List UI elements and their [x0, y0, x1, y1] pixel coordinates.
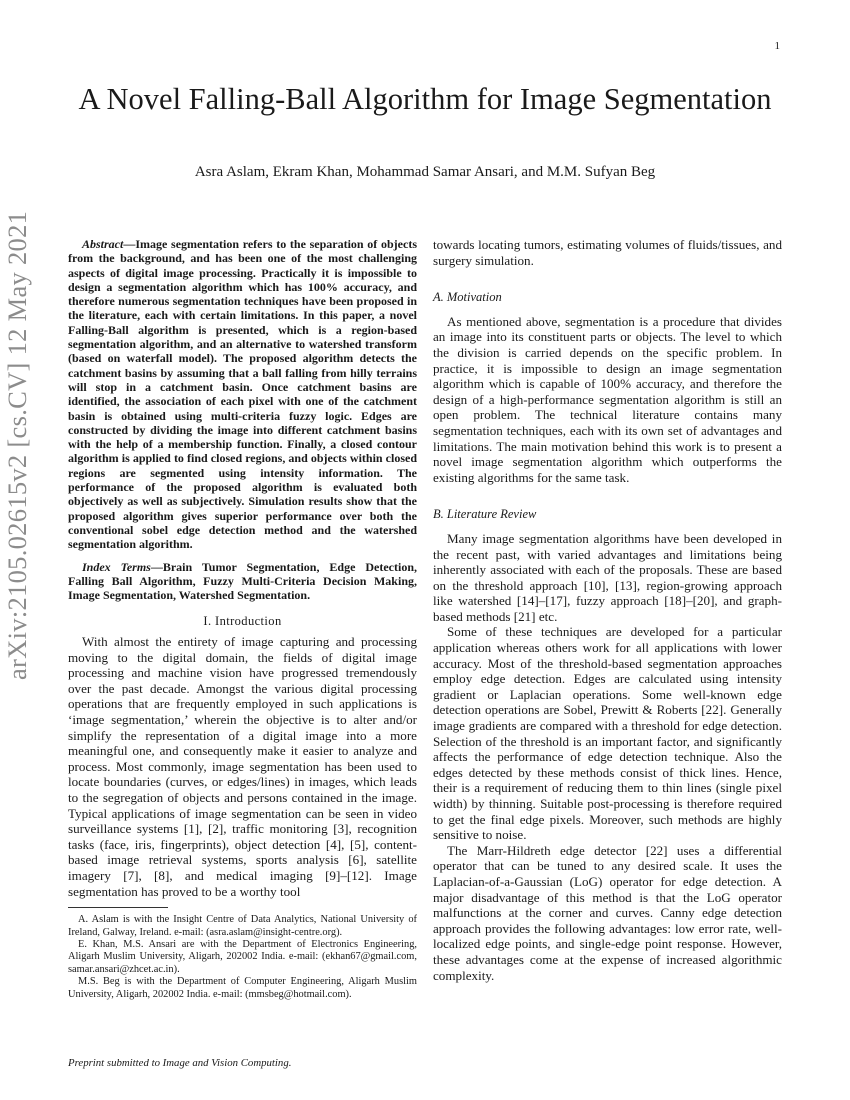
footnote-affiliation: M.S. Beg is with the Department of Computer Engineering, Aligarh Muslim University, Aligarh, 202002 India. e-mail: (mmsbeg@hotmail.com). [68, 976, 417, 1000]
abstract [68, 237, 417, 552]
literature-review-paragraph: The Marr-Hildreth edge detector [22] uses a differential operator that can be tuned to any desired scale. It uses the Laplacian-of-a-Gaussian (LoG) operator for edge detection. A major disadvantage of this method is that the LoG operator malfunctions at the corner and curves. Canny edge detection approach provides the following advantages: low error rate, well-localized edge points, and single-edge point response. However, these advantages come at the expense of increased algorithmic complexity. [433, 842, 782, 983]
paper-title: A Novel Falling-Ball Algorithm for Image Segmentation [78, 82, 772, 116]
left-column [68, 237, 417, 1001]
right-column [433, 237, 782, 983]
footnote-divider [68, 907, 168, 908]
footnote-affiliation: A. Aslam is with the Insight Centre of Data Analytics, National University of Ireland, Galway, Ireland. e-mail: (asra.aslam@insight-centre.org). [68, 914, 417, 938]
literature-review-paragraph: Some of these techniques are developed for a particular application whereas others work for all applications with lower accuracy. Most of the threshold-based segmentation approaches employ edge detection. Edges are calculated using intensity gradient or Laplacian operations. Some well-known edge detection operations are Sobel, Prewitt & Roberts [22]. Generally image gradients are compared with a threshold for edge detection. Selection of the threshold is an important factor, and significantly affects the performance of edge detection technique. Also the edges detected by these methods consist of thick lines. Hence, their is a requirement of reducing them to thin lines (single pixel width) by thinning. Suitable post-processing is therefore required to get the final edge pixels. Moreover, such methods are highly sensitive to noise. [433, 624, 782, 843]
introduction-heading: I. Introduction [203, 614, 282, 629]
footnote-affiliation: E. Khan, M.S. Ansari are with the Department of Electronics Engineering, Aligarh Muslim University, Aligarh, 202002 India. e-mail: (ekhan67@gmail.com, samar.ansari@zhcet.ac.in). [68, 938, 417, 975]
index-terms [68, 560, 417, 603]
author-list: Asra Aslam, Ekram Khan, Mohammad Samar Ansari, and M.M. Sufyan Beg [194, 164, 656, 180]
introduction-paragraph: With almost the entirety of image capturing and processing moving to the digital domain, the fields of digital image processing and machine vision have progressed tremendously over the past decade. Amongst the various digital processing operations that are frequently employed in such applications is ‘image segmentation,’ wherein the objective is to alter and/or simplify the representation of a digital image into a more meaningful one, and consequently make it easier to analyze and process. Most commonly, image segmentation has been used to locate boundaries (curves, or edges/lines) in images, which leads to the segregation of objects and persons contained in the image. Typical applications of image segmentation can be seen in video surveillance systems [1], [2], traffic monitoring [3], recognition tasks (face, iris, fingerprints), object detection [4], [5], content-based image retrieval systems, sports analysis [6], satellite imagery [7], [8], and medical imaging [9]–[12]. Image segmentation has proved to be a worthy tool [68, 634, 417, 899]
motivation-paragraph: As mentioned above, segmentation is a procedure that divides an image into its constituent parts or objects. The level to which the division is carried depends on the specific problem. In practice, it is impossible to design an image segmentation algorithm which is capable of 100% accuracy, and therefore the design of a high-performance segmentation algorithm is still an open problem. The technical literature contains many segmentation techniques, each with its own set of advantages and limitations. The main motivation behind this work is to present a novel image segmentation algorithm which outperforms the existing algorithms for the same task. [433, 313, 782, 485]
motivation-heading: A. Motivation [433, 290, 502, 305]
literature-review-heading: B. Literature Review [433, 507, 537, 522]
abstract-label: Abstract [82, 237, 124, 251]
index-terms-label: Index Terms [82, 559, 151, 574]
page-number: 1 [774, 40, 780, 52]
abstract-text: —Image segmentation refers to the separation of objects from the background, and has been one of the most challenging aspects of digital image processing. Practically it is impossible to design a segmentation algorithm which has 100% accuracy, and therefore numerous segmentation techniques have been proposed in the literature, each with certain limitations. In this paper, a novel Falling-Ball algorithm is presented, which is a region-based segmentation algorithm, and an alternative to watershed transform (based on waterfall model). The proposed algorithm detects the catchment basins by assuming that a ball falling from hilly terrains will stop in a catchment basin. Once catchment basins are identified, the association of each pixel with one of the catchment basin is obtained using multi-criteria fuzzy logic. Edges are constructed by dividing the image into different catchment basins with the help of a membership function. Finally, a closed contour algorithm is applied to find closed regions, and objects within closed regions are segmented using intensity information. The performance of the proposed algorithm is evaluated both objectively as well as subjectively. Simulation results show that the proposed algorithm gives superior performance over both the conventional sobel edge detection method and the watershed segmentation algorithm. [68, 237, 417, 552]
index-terms-text: —Brain Tumor Segmentation, Edge Detection, Falling Ball Algorithm, Fuzzy Multi-Criteria Decision Making, Image Segmentation, Watershed Segmentation. [68, 559, 417, 603]
arxiv-identifier-stamp[interactable]: arXiv:2105.02615v2 [cs.CV] 12 May 2021 [2, 210, 32, 680]
introduction-continuation: towards locating tumors, estimating volumes of fluids/tissues, and surgery simulation. [433, 237, 782, 268]
literature-review-paragraph: Many image segmentation algorithms have been developed in the recent past, with varied advantages and limitations being inherently associated with each of the proposals. These are based on the threshold approach [10], [13], region-growing approach like watershed [14]–[17], fuzzy approach [18]–[20], and graph-based methods [21] etc. [433, 530, 782, 624]
preprint-footer-note: Preprint submitted to Image and Vision Computing. [68, 1057, 292, 1069]
